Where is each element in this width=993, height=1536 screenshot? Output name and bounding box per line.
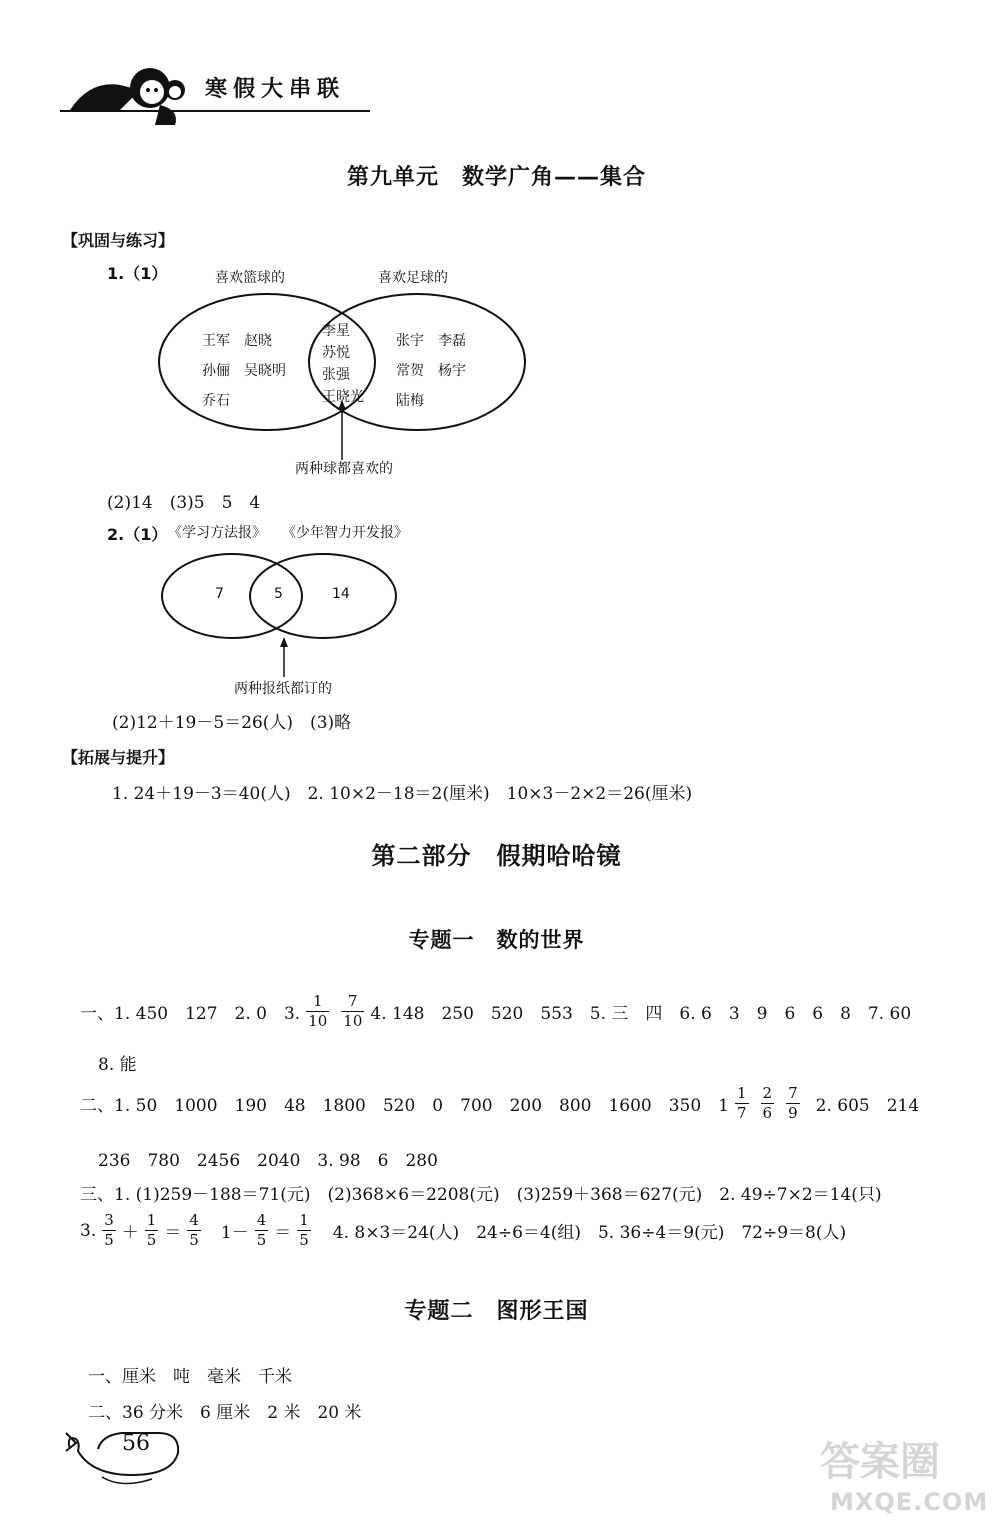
- topic-1-line-1: [80, 994, 911, 1029]
- venn-2-circles: [160, 520, 440, 700]
- fraction: [102, 1213, 116, 1248]
- question-2-label: 2.（1）: [107, 525, 168, 544]
- fraction: [145, 1213, 159, 1248]
- section-practice-label: 【巩固与练习】: [62, 231, 175, 250]
- venn-name-line: 王军 赵晓: [202, 333, 272, 349]
- venn-2-right-label: 《少年智力开发报》: [282, 525, 408, 541]
- answer-text: 二、1. 50 1000 190 48 1800 520 0 700 200 800 1600 350 1: [80, 1096, 729, 1116]
- venn-2-arrow-label: 两种报纸都订的: [234, 681, 332, 697]
- numerator: 2: [762, 1084, 773, 1102]
- venn-2-left-value: 7: [215, 586, 224, 602]
- numerator: 1: [299, 1211, 309, 1229]
- venn-name-line: 陆梅: [396, 393, 424, 409]
- extend-answers: 1. 24＋19－3＝40(人) 2. 10×2－18＝2(厘米) 10×3－2×2＝26(厘米): [112, 784, 693, 804]
- venn-1-right-label: 喜欢足球的: [378, 270, 448, 286]
- question-1-rest: (2)14 (3)5 5 4: [107, 493, 261, 513]
- denominator: 10: [343, 1012, 363, 1030]
- topic-1-line-4: 236 780 2456 2040 3. 98 6 280: [98, 1151, 438, 1171]
- venn-name-line: 乔石: [202, 393, 230, 409]
- topic-1-line-3: [80, 1086, 919, 1121]
- mascot-illustration: [60, 50, 190, 130]
- watermark-url: MXQE.COM: [830, 1488, 989, 1516]
- topic-2-line-1: 一、厘米 吨 毫米 千米: [88, 1367, 292, 1387]
- equals-sign: ＝: [164, 1223, 182, 1243]
- answer-text: 4. 148 250 520 553 5. 三 四 6. 6 3 9 6 6 8 7. 60: [370, 1004, 912, 1024]
- venn-1-right-names: [396, 326, 466, 416]
- numerator: 7: [788, 1084, 798, 1102]
- header-banner: [60, 50, 370, 130]
- answer-text: 4. 8×3＝24(人) 24÷6＝4(组) 5. 36÷4＝9(元) 72÷9＝8(人): [332, 1223, 847, 1243]
- denominator: 9: [788, 1104, 798, 1122]
- numerator: 7: [341, 994, 364, 1012]
- answer-text: 一、1. 450 127 2. 0 3.: [80, 1004, 301, 1024]
- venn-2-both-value: 5: [274, 586, 283, 602]
- watermark-logo-text: 答案圈: [820, 1439, 940, 1485]
- answer-text: 2. 605 214: [815, 1096, 920, 1116]
- section-extend-label: 【拓展与提升】: [62, 748, 175, 767]
- part-title: 第二部分 假期哈哈镜: [371, 842, 622, 870]
- equals-sign: ＝: [274, 1223, 292, 1243]
- topic-1-title: 专题一 数的世界: [408, 928, 585, 952]
- numerator: 1: [306, 994, 329, 1012]
- plus-sign: ＋: [121, 1223, 139, 1243]
- denominator: 10: [308, 1012, 328, 1030]
- fraction: [341, 994, 364, 1029]
- numerator: 4: [256, 1211, 267, 1229]
- watermark: [820, 1430, 989, 1530]
- numerator: 4: [189, 1211, 199, 1229]
- denominator: 5: [104, 1231, 114, 1249]
- fraction: [786, 1086, 800, 1121]
- venn-2-right-value: 14: [332, 586, 350, 602]
- denominator: 5: [146, 1231, 157, 1249]
- denominator: 5: [189, 1231, 199, 1249]
- banner-title: 寒假大串联: [205, 76, 346, 102]
- venn-name-line: 王晓光: [322, 389, 364, 405]
- venn-1-left-label: 喜欢篮球的: [215, 270, 285, 286]
- page-number-badge: [62, 1425, 192, 1495]
- fraction: [187, 1213, 201, 1248]
- unit-title: 第九单元 数学广角——集合: [346, 165, 646, 190]
- venn-2-left-label: 《学习方法报》: [168, 525, 266, 541]
- page-number: 56: [122, 1431, 150, 1456]
- topic-2-line-2: 二、36 分米 6 厘米 2 米 20 米: [88, 1403, 362, 1423]
- numerator: 3: [104, 1211, 114, 1229]
- denominator: 5: [299, 1231, 309, 1249]
- venn-1-arrow-label: 两种球都喜欢的: [295, 461, 393, 477]
- fraction: [735, 1086, 749, 1121]
- fraction: [761, 1086, 775, 1121]
- topic-1-line-5: 三、1. (1)259－188＝71(元) (2)368×6＝2208(元) (3)259＋368＝627(元) 2. 49÷7×2＝14(只): [80, 1185, 882, 1205]
- venn-name-line: 张宇 李磊: [396, 333, 466, 349]
- venn-diagram-2: [160, 520, 440, 700]
- venn-name-line: 孙俪 吴晓明: [202, 363, 286, 379]
- fraction: [255, 1213, 269, 1248]
- answer-text: 1－: [220, 1223, 249, 1243]
- topic-1-line-2: 8. 能: [98, 1055, 137, 1075]
- venn-1-both-names: [322, 320, 364, 408]
- question-2-rest: (2)12＋19－5＝26(人) (3)略: [112, 713, 352, 733]
- numerator: 1: [737, 1084, 747, 1102]
- denominator: 5: [256, 1231, 267, 1249]
- numerator: 1: [146, 1211, 157, 1229]
- venn-name-line: 李星: [322, 323, 350, 339]
- venn-name-line: 张强: [322, 367, 350, 383]
- denominator: 6: [762, 1104, 773, 1122]
- fraction: [297, 1213, 311, 1248]
- topic-1-line-6: [80, 1213, 846, 1248]
- venn-diagram-1: [155, 260, 535, 480]
- venn-name-line: 常贺 杨宇: [396, 363, 466, 379]
- venn-1-left-names: [202, 326, 286, 416]
- venn-name-line: 苏悦: [322, 345, 350, 361]
- denominator: 7: [737, 1104, 747, 1122]
- question-1-label: 1.（1）: [107, 264, 168, 283]
- answer-text: 3.: [80, 1220, 97, 1241]
- banner-rule: [60, 110, 370, 112]
- fraction: [306, 994, 329, 1029]
- topic-2-title: 专题二 图形王国: [404, 1299, 589, 1324]
